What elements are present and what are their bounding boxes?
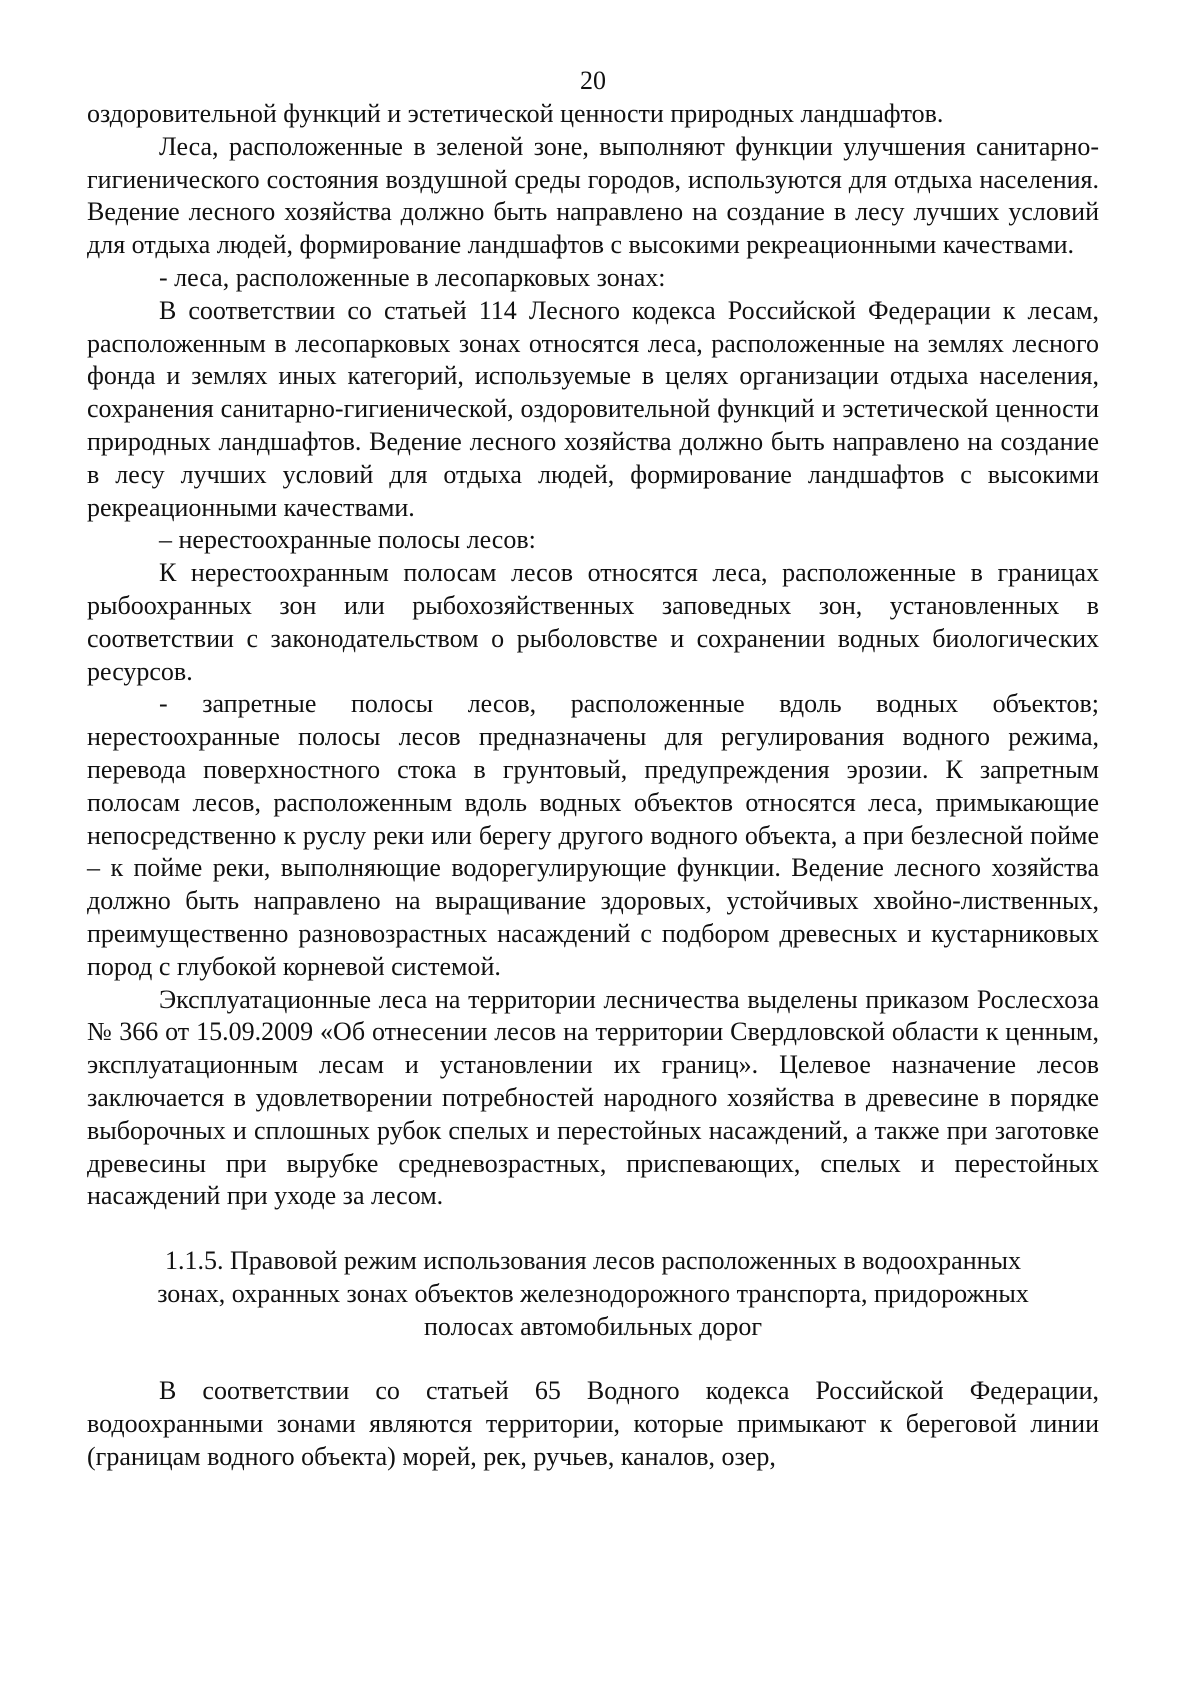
- paragraph-1: оздоровительной функций и эстетической ценности природных ландшафтов.: [87, 99, 944, 128]
- page-number: 20: [580, 66, 606, 95]
- paragraph-8: Эксплуатационные леса на территории лесничества выделены приказом Рослесхоза № 366 от 15.09.2009 «Об отнесении лесов на территории Свердловской области к ценным, эксплуатационным лесам и установлении их границ». Целевое назначение лесов заключается в удовлетворении потребностей народного хозяйства в древесине в порядке выборочных и сплошных рубок спелых и перестойных насаждений, а также при заготовке древесины при вырубке средневозрастных, приспевающих, спелых и перестойных насаждений при уходе за лесом.: [87, 984, 1099, 1211]
- paragraph-4: В соответствии со статьей 114 Лесного кодекса Российской Федерации к лесам, расположенным в лесопарковых зонах относятся леса, расположенные на землях лесного фонда и землях иных категорий, используемые в целях организации отдыха населения, сохранения санитарно-гигиенической, оздоровительной функций и эстетической ценности природных ландшафтов. Ведение лесного хозяйства должно быть направлено на создание в лесу лучших условий для отдыха людей, формирование ландшафтов с высокими рекреационными качествами.: [87, 295, 1099, 522]
- paragraph-final: В соответствии со статьей 65 Водного кодекса Российской Федерации, водоохранными зонами являются территории, которые примыкают к береговой линии (границам водного объекта) морей, рек, ручьев, каналов, озер,: [87, 1376, 1099, 1472]
- paragraph-2: Леса, расположенные в зеленой зоне, выполняют функции улучшения санитарно-гигиенического состояния воздушной среды городов, используются для отдыха населения. Ведение лесного хозяйства должно быть направлено на создание в лесу лучших условий для отдыха людей, формирование ландшафтов с высокими рекреационными качествами.: [87, 131, 1099, 260]
- section-heading-line-3: полосах автомобильных дорог: [424, 1311, 762, 1341]
- section-heading: [87, 1245, 1099, 1343]
- paragraph-5: – нерестоохранные полосы лесов:: [159, 525, 536, 555]
- section-heading-line-1: 1.1.5. Правовой режим использования лесов расположенных в водоохранных: [165, 1246, 1021, 1276]
- document-page: [87, 66, 1099, 1474]
- paragraph-3: - леса, расположенные в лесопарковых зонах:: [159, 262, 666, 292]
- paragraph-6: К нерестоохранным полосам лесов относятся леса, расположенные в границах рыбоохранных зон или рыбохозяйственных заповедных зон, установленных в соответствии с законодательством о рыболовстве и сохранении водных биологических ресурсов.: [87, 558, 1099, 686]
- section-heading-line-2: зонах, охранных зонах объектов железнодорожного транспорта, придорожных: [157, 1278, 1029, 1308]
- paragraph-7: - запретные полосы лесов, расположенные вдоль водных объектов; нерестоохранные полосы лесов предназначены для регулирования водного режима, перевода поверхностного стока в грунтовый, предупреждения эрозии. К запретным полосам лесов, расположенным вдоль водных объектов относятся леса, примыкающие непосредственно к руслу реки или берегу другого водного объекта, а при безлесной пойме – к пойме реки, выполняющие водорегулирующие функции. Ведение лесного хозяйства должно быть направлено на выращивание здоровых, устойчивых хвойно-лиственных, преимущественно разновозрастных насаждений с подбором древесных и кустарниковых пород с глубокой корневой системой.: [87, 689, 1099, 981]
